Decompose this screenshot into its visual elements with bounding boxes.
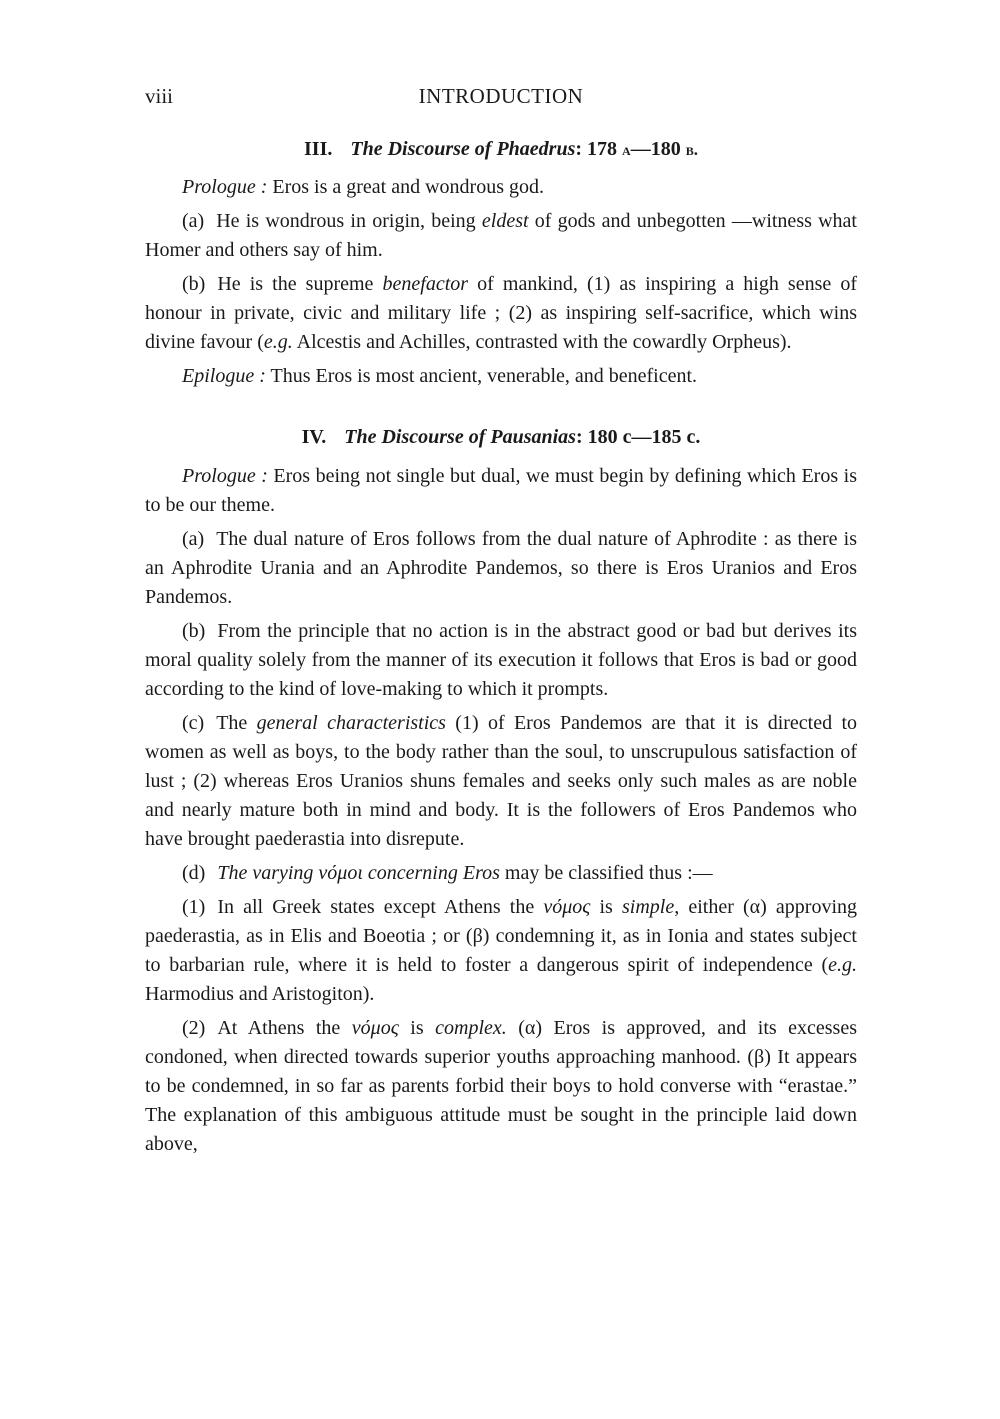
text: He is wondrous in origin, being <box>216 210 482 232</box>
epilogue-text: Thus Eros is most ancient, venerable, and beneficent. <box>265 365 698 387</box>
item-label: (d) <box>182 862 206 884</box>
item-label: (b) <box>182 620 206 642</box>
item-label: (b) <box>182 273 206 295</box>
stephanus-end-letter: b. <box>685 140 698 159</box>
text: (1) of Eros Pandemos are that it is directed to women as well as boys, to the body rather than the soul, to unscrupulous satisfaction of lust ; (2) whereas Eros Uranios shuns females and seeks only such males as are noble and nearly mature both in mind and body. It is the followers of Eros Pandemos who have brought paederastia into disrepute. <box>145 712 858 850</box>
running-title: INTRODUCTION <box>418 84 584 108</box>
text: Alcestis and Achilles, contrasted with the cowardly Orpheus). <box>292 331 792 353</box>
section-title: The Discourse of Phaedrus <box>350 138 576 160</box>
book-page <box>145 84 857 1164</box>
text: In all Greek states except Athens the <box>217 896 544 918</box>
emphasis: e.g. <box>263 331 293 353</box>
text: is <box>590 896 622 918</box>
section-number: III. <box>304 138 333 160</box>
item-label: (a) <box>182 528 205 550</box>
text: (α) Eros is approved, and its excesses condoned, when directed towards superior youths approaching manhood. (β) It appears to be condemned, in so far as parents forbid their boys to hold converse with “erastae.” The explanation of this ambiguous attitude must be sought in the principle laid down above, <box>145 1017 857 1155</box>
stephanus-dash: —180 <box>630 138 686 160</box>
item-label: (1) <box>182 896 206 918</box>
text: , either (α) approving paederastia, as in Elis and Boeotia ; or (β) condemning it, as in Ionia and states subject to barbarian rule, where it is held to foster a dangerous spirit of independence ( <box>145 896 858 976</box>
item-label: (a) <box>182 210 205 232</box>
emphasis: The varying νόμοι concerning Eros <box>217 862 500 884</box>
emphasis: complex. <box>435 1017 507 1039</box>
paragraph-a <box>145 207 857 265</box>
text: is <box>398 1017 436 1039</box>
text: The <box>216 712 257 734</box>
colon: : <box>575 138 583 160</box>
paragraph-d2 <box>145 1014 857 1159</box>
paragraph-prologue <box>145 462 857 520</box>
stephanus-start: 178 <box>587 138 623 160</box>
section-heading-pausanias <box>145 426 857 449</box>
emphasis: νόμος <box>351 1017 399 1039</box>
prologue-text: Eros being not single but dual, we must begin by defining which Eros is to be our theme. <box>145 465 857 516</box>
paragraph-prologue <box>145 173 857 202</box>
text: He is the supreme <box>217 273 383 295</box>
paragraph-b <box>145 270 857 357</box>
emphasis: eldest <box>481 210 529 232</box>
emphasis: general characteristics <box>256 712 446 734</box>
colon: : <box>575 426 583 448</box>
stephanus-range: 180 c—185 c. <box>587 426 701 448</box>
paragraph-d <box>145 859 857 888</box>
epilogue-label: Epilogue : <box>182 365 266 387</box>
text: The dual nature of Eros follows from the dual nature of Aphrodite : as there is an Aphrodite Urania and an Aphrodite Pandemos, so there is Eros Uranios and Eros Pandemos. <box>145 528 857 608</box>
paragraph-b <box>145 617 857 704</box>
section-number: IV. <box>301 426 327 448</box>
paragraph-c <box>145 709 857 854</box>
text: From the principle that no action is in the abstract good or bad but derives its moral quality solely from the manner of its execution it follows that Eros is bad or good according to the kind of love-making to which it prompts. <box>145 620 857 700</box>
paragraph-epilogue <box>145 362 857 391</box>
page-number: viii <box>145 84 174 108</box>
text: may be classified thus :— <box>499 862 713 884</box>
text: Harmodius and Aristogiton). <box>145 983 375 1005</box>
emphasis: e.g. <box>828 954 857 976</box>
item-label: (2) <box>182 1017 206 1039</box>
section-title: The Discourse of Pausanias <box>344 426 576 448</box>
text: of mankind, (1) as inspiring a high sense of honour in private, civic and military life ; (2) as inspiring self-sacrifice, which wins divine favour ( <box>145 273 857 353</box>
prologue-label: Prologue : <box>182 176 268 198</box>
paragraph-a <box>145 525 857 612</box>
prologue-label: Prologue : <box>182 465 268 487</box>
prologue-text: Eros is a great and wondrous god. <box>267 176 544 198</box>
text: At Athens the <box>217 1017 352 1039</box>
running-head <box>145 84 857 116</box>
paragraph-d1 <box>145 893 857 1009</box>
emphasis: νόμος <box>543 896 591 918</box>
stephanus-start-letter: a <box>622 140 631 159</box>
emphasis: benefactor <box>382 273 469 295</box>
emphasis: simple <box>621 896 675 918</box>
item-label: (c) <box>182 712 205 734</box>
text: of gods and unbegotten —witness what Homer and others say of him. <box>145 210 857 261</box>
section-heading-phaedrus <box>145 138 857 161</box>
